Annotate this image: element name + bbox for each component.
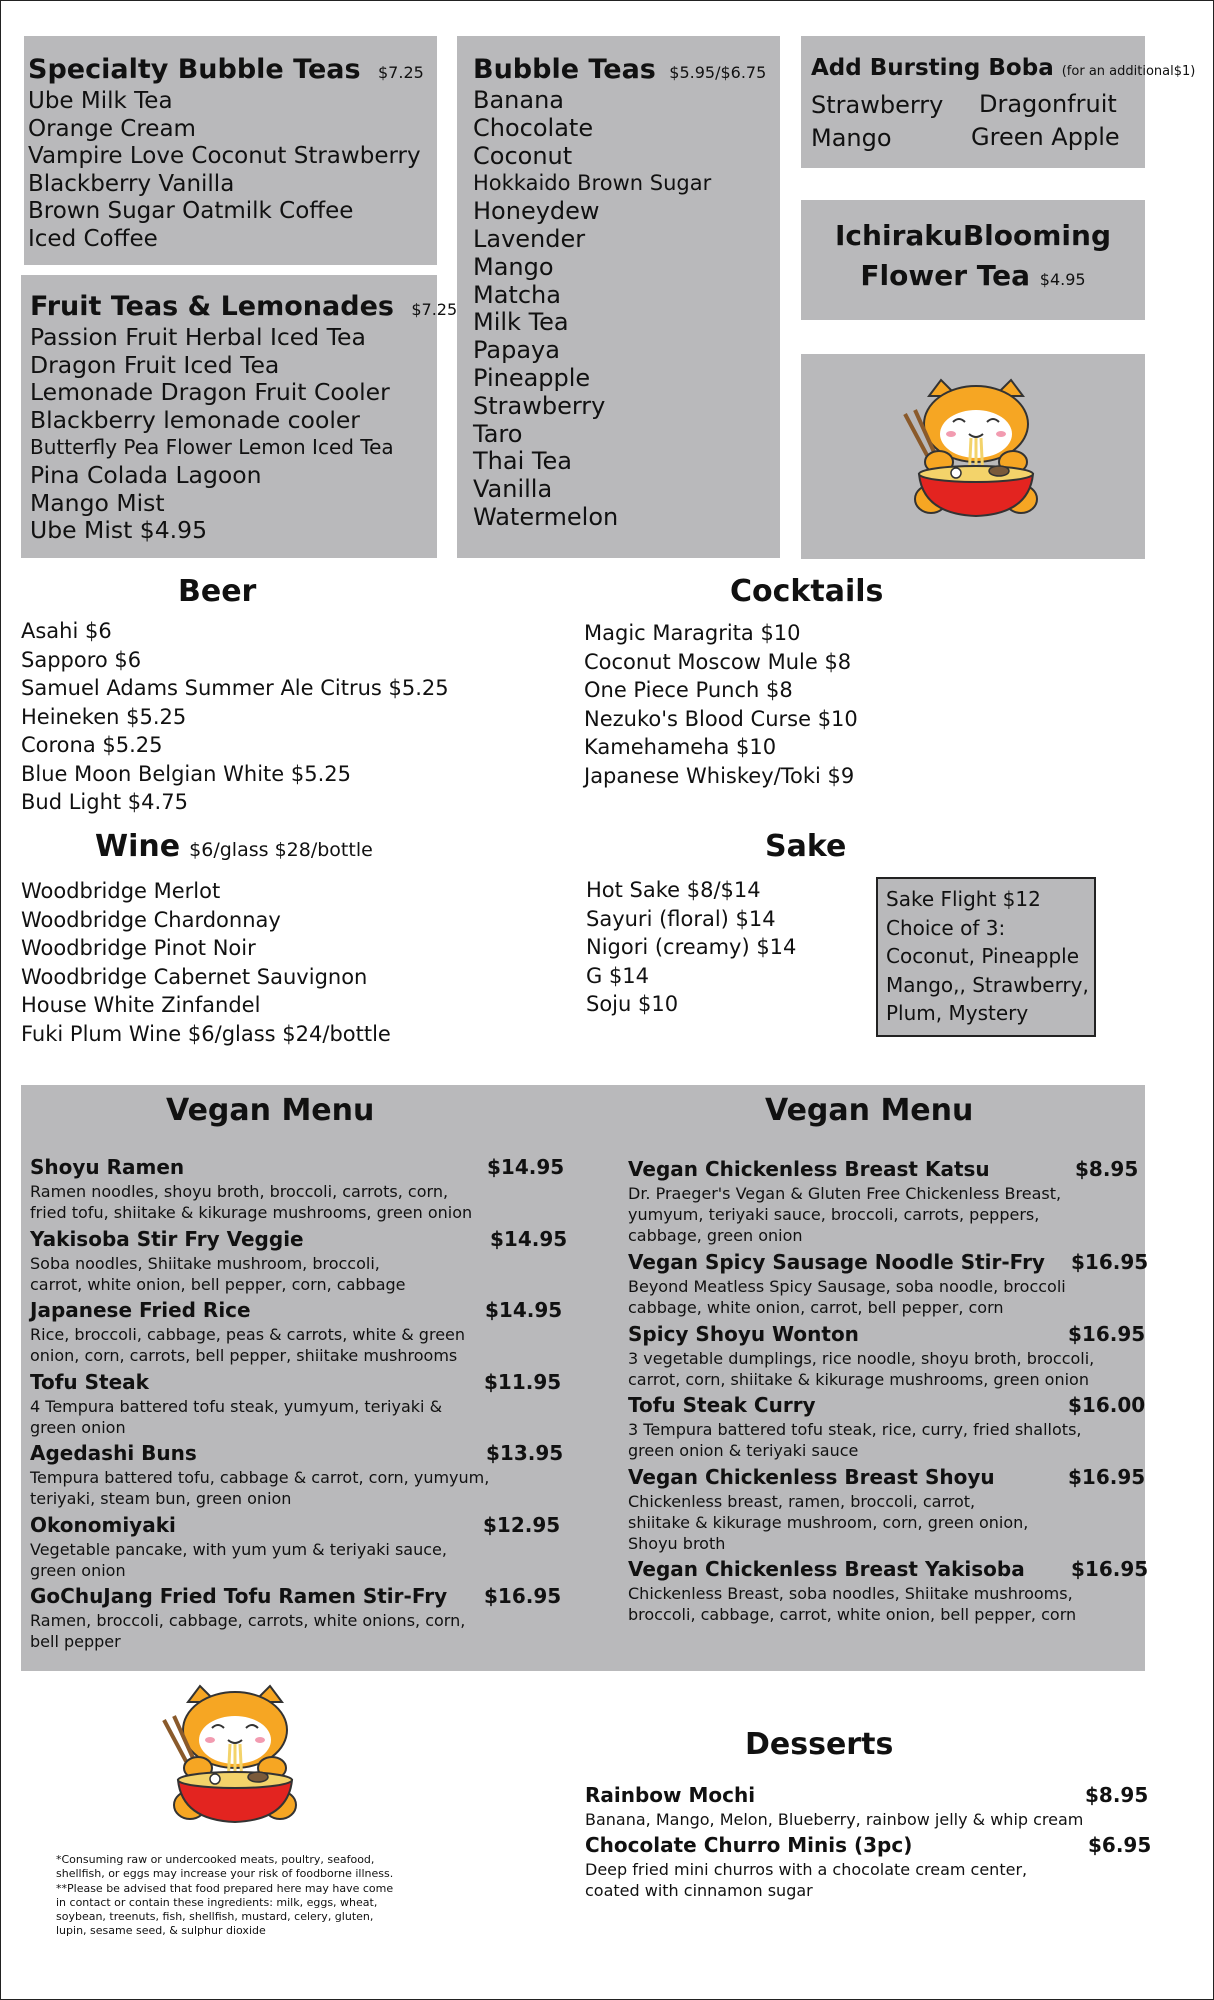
description-line: Chickenless Breast, soba noodles, Shiitake mushrooms, bbox=[628, 1584, 1073, 1603]
cocktail-item: Nezuko's Blood Curse $10 bbox=[584, 706, 858, 731]
vegan-item-price: $16.00 bbox=[1068, 1393, 1146, 1417]
fruit-tea-item: Dragon Fruit Iced Tea bbox=[30, 350, 280, 379]
boba-flavor: Dragonfruit bbox=[979, 90, 1117, 118]
vegan-item-description bbox=[628, 1583, 1076, 1625]
vegan-item-price: $12.95 bbox=[483, 1513, 561, 1537]
description-line: coated with cinnamon sugar bbox=[585, 1881, 813, 1900]
specialty-item: Ube Milk Tea bbox=[28, 88, 173, 114]
vegan-item-name: Shoyu Ramen bbox=[30, 1155, 185, 1179]
dessert-item-name: Rainbow Mochi bbox=[585, 1783, 756, 1807]
description-line: green onion & teriyaki sauce bbox=[628, 1441, 859, 1460]
wine-item: House White Zinfandel bbox=[21, 993, 261, 1017]
beer-list bbox=[21, 617, 449, 817]
vegan-item-name: Japanese Fried Rice bbox=[30, 1298, 251, 1322]
sake-title: Sake bbox=[765, 829, 847, 864]
sake-flight-line: Sake Flight $12 bbox=[886, 887, 1041, 911]
description-line: Ramen noodles, shoyu broth, broccoli, carrots, corn, bbox=[30, 1182, 449, 1201]
sake-flight-line: Coconut, Pineapple bbox=[886, 944, 1080, 968]
wine-item: Woodbridge Cabernet Sauvignon bbox=[21, 964, 368, 989]
blooming-line1: IchirakuBlooming bbox=[835, 219, 1111, 252]
vegan-item-description bbox=[30, 1181, 472, 1223]
bubble-tea-item: Pineapple bbox=[473, 363, 591, 392]
dessert-item-price: $8.95 bbox=[1085, 1783, 1149, 1807]
fruit-teas-panel bbox=[21, 275, 458, 558]
vegan-item-price: $16.95 bbox=[484, 1584, 562, 1608]
dessert-item bbox=[585, 1833, 1152, 1903]
bubble-tea-item: Strawberry bbox=[473, 391, 606, 420]
vegan-item-description bbox=[628, 1348, 1094, 1390]
bubble-tea-item: Coconut bbox=[473, 141, 573, 170]
dessert-item-description bbox=[585, 1859, 1027, 1901]
vegan-item bbox=[628, 1157, 1162, 1248]
bubble-tea-item: Milk Tea bbox=[473, 308, 569, 337]
vegan-item-description bbox=[30, 1396, 442, 1438]
disclaimer-line: lupin, sesame seed, & sulphur dioxide bbox=[56, 1924, 266, 1938]
vegan-item bbox=[30, 1227, 568, 1297]
specialty-item: Vampire Love Coconut Strawberry bbox=[28, 143, 421, 169]
blooming-tea-panel bbox=[801, 200, 1145, 320]
cocktails-list bbox=[584, 619, 858, 790]
vegan-item-price: $13.95 bbox=[486, 1441, 564, 1465]
description-line: Soba noodles, Shiitake mushroom, broccoli, bbox=[30, 1254, 380, 1273]
specialty-item: Blackberry Vanilla bbox=[28, 170, 235, 197]
description-line: Dr. Praeger's Vegan & Gluten Free Chickenless Breast, bbox=[628, 1184, 1062, 1203]
fruit-tea-item: Ube Mist $4.95 bbox=[30, 516, 208, 545]
specialty-item: Brown Sugar Oatmilk Coffee bbox=[28, 198, 354, 224]
beer-item: Blue Moon Belgian White $5.25 bbox=[21, 761, 351, 786]
description-line: Vegetable pancake, with yum yum & teriyaki sauce, bbox=[30, 1540, 447, 1559]
cocktails-title: Cocktails bbox=[730, 574, 884, 609]
fruit-tea-item: Butterfly Pea Flower Lemon Iced Tea bbox=[30, 435, 394, 460]
fruit-teas-title: Fruit Teas & Lemonades bbox=[30, 291, 394, 322]
vegan-item-description bbox=[30, 1324, 465, 1366]
description-line: onion, corn, carrots, bell pepper, shiitake mushrooms bbox=[30, 1346, 458, 1365]
vegan-item-name: GoChuJang Fried Tofu Ramen Stir-Fry bbox=[30, 1584, 448, 1608]
bubble-tea-item: Matcha bbox=[473, 280, 561, 309]
vegan-item bbox=[30, 1155, 565, 1225]
disclaimer-line: soybean, treenuts, fish, shellfish, mustard, celery, gluten, bbox=[56, 1910, 374, 1924]
description-line: Ramen, broccoli, cabbage, carrots, white onions, corn, bbox=[30, 1611, 466, 1630]
vegan-item-name: Tofu Steak bbox=[30, 1370, 149, 1394]
description-line: carrot, white onion, bell pepper, corn, cabbage bbox=[30, 1275, 406, 1294]
vegan-item bbox=[30, 1370, 562, 1440]
sake-item: Soju $10 bbox=[586, 992, 679, 1016]
sake-flight-box bbox=[876, 877, 1096, 1037]
bubble-tea-item: Banana bbox=[473, 86, 565, 114]
vegan-item-name: Vegan Chickenless Breast Shoyu bbox=[628, 1465, 995, 1489]
fruit-tea-item: Blackberry lemonade cooler bbox=[30, 405, 360, 434]
bubble-teas-price: $5.95/$6.75 bbox=[669, 63, 767, 82]
vegan-item bbox=[30, 1584, 562, 1654]
vegan-right-list bbox=[628, 1157, 1162, 1667]
specialty-item: Orange Cream bbox=[28, 115, 196, 142]
description-line: Tempura battered tofu, cabbage & carrot, corn, yumyum, bbox=[30, 1468, 490, 1487]
description-line: green onion bbox=[30, 1561, 126, 1580]
description-line: Deep fried mini churros with a chocolate cream center, bbox=[585, 1860, 1028, 1879]
bubble-tea-item: Honeydew bbox=[473, 197, 600, 226]
vegan-item-price: $16.95 bbox=[1071, 1250, 1149, 1274]
vegan-item-name: Spicy Shoyu Wonton bbox=[628, 1322, 859, 1346]
disclaimer-line: *Consuming raw or undercooked meats, poultry, seafood, bbox=[56, 1853, 375, 1866]
vegan-item-price: $11.95 bbox=[484, 1370, 562, 1394]
description-line: fried tofu, shiitake & kikurage mushrooms, green onion bbox=[30, 1203, 473, 1222]
fruit-teas-price: $7.25 bbox=[411, 300, 458, 319]
vegan-item bbox=[30, 1513, 561, 1583]
description-line: Shoyu broth bbox=[628, 1534, 726, 1553]
vegan-item-name: Vegan Chickenless Breast Katsu bbox=[628, 1157, 990, 1181]
bubble-tea-item: Mango bbox=[473, 252, 554, 281]
vegan-item-description bbox=[628, 1491, 1028, 1554]
description-line: bell pepper bbox=[30, 1632, 121, 1651]
vegan-item-description bbox=[30, 1467, 489, 1509]
vegan-item-name: Agedashi Buns bbox=[30, 1441, 197, 1465]
description-line: shiitake & kikurage mushroom, corn, green onion, bbox=[628, 1513, 1029, 1532]
beer-item: Sapporo $6 bbox=[21, 647, 142, 672]
bubble-teas-list bbox=[473, 87, 780, 532]
fruit-tea-item: Pina Colada Lagoon bbox=[30, 460, 262, 489]
wine-item: Woodbridge Chardonnay bbox=[21, 907, 281, 932]
bursting-boba-note: (for an additional$1) bbox=[1061, 64, 1196, 79]
cocktail-item: Japanese Whiskey/Toki $9 bbox=[584, 763, 855, 788]
fruit-tea-item: Passion Fruit Herbal Iced Tea bbox=[30, 323, 366, 351]
fruit-teas-list bbox=[30, 324, 437, 545]
cocktail-item: One Piece Punch $8 bbox=[584, 678, 793, 702]
wine-price: $6/glass $28/bottle bbox=[189, 839, 373, 861]
bursting-boba-panel bbox=[801, 36, 1196, 168]
bursting-boba-col2 bbox=[971, 88, 1120, 154]
boba-flavor: Mango bbox=[811, 124, 892, 152]
description-line: Rice, broccoli, cabbage, peas & carrots, white & green bbox=[30, 1325, 466, 1344]
description-line: yumyum, teriyaki sauce, broccoli, carrots, peppers, bbox=[628, 1205, 1040, 1224]
vegan-item-description bbox=[628, 1183, 1061, 1246]
bursting-boba-col1 bbox=[811, 89, 943, 155]
specialty-bubble-teas-panel bbox=[24, 36, 437, 265]
desserts-list bbox=[585, 1783, 1152, 1903]
cocktail-item: Kamehameha $10 bbox=[584, 735, 777, 759]
vegan-item-price: $14.95 bbox=[485, 1298, 563, 1322]
wine-item: Fuki Plum Wine $6/glass $24/bottle bbox=[21, 1021, 391, 1046]
bubble-teas-title: Bubble Teas bbox=[473, 54, 656, 85]
vegan-item-description bbox=[30, 1610, 465, 1652]
sake-item: Sayuri (floral) $14 bbox=[586, 906, 776, 931]
description-line: cabbage, white onion, carrot, bell pepper, corn bbox=[628, 1298, 1004, 1317]
description-line: Beyond Meatless Spicy Sausage, soba noodle, broccoli bbox=[628, 1277, 1066, 1296]
desserts-title: Desserts bbox=[745, 1727, 894, 1762]
fruit-tea-item: Lemonade Dragon Fruit Cooler bbox=[30, 378, 390, 407]
vegan-item bbox=[628, 1557, 1162, 1627]
sake-flight-line: Plum, Mystery bbox=[886, 1001, 1029, 1025]
vegan-item-name: Vegan Spicy Sausage Noodle Stir-Fry bbox=[628, 1250, 1045, 1274]
bubble-tea-item: Chocolate bbox=[473, 113, 594, 142]
vegan-item-name: Okonomiyaki bbox=[30, 1513, 176, 1537]
vegan-item-description bbox=[628, 1419, 1081, 1461]
vegan-item-price: $16.95 bbox=[1071, 1557, 1149, 1581]
specialty-price: $7.25 bbox=[378, 63, 424, 82]
bursting-boba-title: Add Bursting Boba bbox=[811, 55, 1054, 81]
bubble-tea-item: Hokkaido Brown Sugar bbox=[473, 171, 712, 196]
description-line: broccoli, cabbage, carrot, white onion, bell pepper, corn bbox=[628, 1605, 1077, 1624]
description-line: teriyaki, steam bun, green onion bbox=[30, 1489, 292, 1508]
cat-eating-ramen-icon bbox=[901, 374, 1051, 534]
bubble-teas-panel bbox=[457, 36, 780, 558]
dessert-item-name: Chocolate Churro Minis (3pc) bbox=[585, 1833, 913, 1857]
vegan-item-price: $8.95 bbox=[1075, 1157, 1139, 1181]
dessert-item bbox=[585, 1783, 1149, 1832]
description-line: Banana, Mango, Melon, Blueberry, rainbow jelly & whip cream bbox=[585, 1810, 1084, 1829]
sake-item: G $14 bbox=[586, 963, 650, 988]
fruit-tea-item: Mango Mist bbox=[30, 488, 165, 517]
vegan-item-description bbox=[30, 1253, 406, 1295]
boba-flavor: Strawberry bbox=[811, 91, 944, 119]
bubble-tea-item: Thai Tea bbox=[473, 447, 572, 476]
description-line: 4 Tempura battered tofu steak, yumyum, teriyaki & bbox=[30, 1397, 443, 1416]
blooming-price: $4.95 bbox=[1039, 270, 1086, 289]
vegan-item bbox=[30, 1441, 564, 1511]
bubble-tea-item: Taro bbox=[473, 419, 523, 448]
description-line: 3 vegetable dumplings, rice noodle, shoyu broth, broccoli, bbox=[628, 1349, 1095, 1368]
vegan-item bbox=[628, 1322, 1162, 1392]
wine-title: Wine bbox=[95, 829, 181, 864]
dessert-item-description bbox=[585, 1809, 1083, 1830]
vegan-item-name: Vegan Chickenless Breast Yakisoba bbox=[628, 1557, 1025, 1581]
vegan-item-name: Yakisoba Stir Fry Veggie bbox=[30, 1227, 304, 1251]
beer-item: Samuel Adams Summer Ale Citrus $5.25 bbox=[21, 676, 449, 700]
vegan-item-price: $14.95 bbox=[487, 1155, 565, 1179]
mascot-panel bbox=[801, 354, 1145, 559]
description-line: Chickenless breast, ramen, broccoli, carrot, bbox=[628, 1492, 976, 1511]
sake-item: Nigori (creamy) $14 bbox=[586, 935, 797, 959]
disclaimer-line: shellfish, or eggs may increase your risk of foodborne illness. bbox=[56, 1867, 394, 1881]
dessert-item-price: $6.95 bbox=[1088, 1833, 1152, 1857]
beer-item: Corona $5.25 bbox=[21, 733, 163, 757]
specialty-item: Iced Coffee bbox=[28, 225, 158, 252]
description-line: 3 Tempura battered tofu steak, rice, curry, fried shallots, bbox=[628, 1420, 1082, 1439]
specialty-title: Specialty Bubble Teas bbox=[28, 54, 361, 85]
specialty-list bbox=[28, 88, 437, 253]
sake-flight-line: Choice of 3: bbox=[886, 915, 1006, 940]
vegan-item bbox=[628, 1393, 1162, 1463]
blooming-line2: Flower Tea bbox=[860, 259, 1031, 292]
description-line: cabbage, green onion bbox=[628, 1226, 803, 1245]
wine-list bbox=[21, 877, 391, 1048]
boba-flavor: Green Apple bbox=[971, 123, 1120, 151]
vegan-left-list bbox=[30, 1155, 568, 1665]
beer-title: Beer bbox=[178, 574, 257, 609]
allergen-disclaimer bbox=[56, 1853, 393, 1939]
bubble-tea-item: Papaya bbox=[473, 336, 560, 365]
bubble-tea-item: Watermelon bbox=[473, 502, 619, 531]
wine-item: Woodbridge Merlot bbox=[21, 879, 221, 903]
wine-item: Woodbridge Pinot Noir bbox=[21, 936, 256, 960]
vegan-item-description bbox=[30, 1539, 447, 1581]
cocktail-item: Coconut Moscow Mule $8 bbox=[584, 649, 852, 674]
vegan-item-price: $16.95 bbox=[1068, 1465, 1146, 1489]
beer-item: Asahi $6 bbox=[21, 619, 112, 643]
sake-list bbox=[586, 876, 796, 1019]
description-line: green onion bbox=[30, 1418, 126, 1437]
vegan-item-price: $14.95 bbox=[490, 1227, 568, 1251]
vegan-right-title: Vegan Menu bbox=[765, 1093, 974, 1128]
disclaimer-line: **Please be advised that food prepared here may have come bbox=[56, 1881, 394, 1895]
vegan-item bbox=[628, 1250, 1162, 1320]
vegan-left-title: Vegan Menu bbox=[166, 1093, 375, 1128]
bubble-tea-item: Lavender bbox=[473, 224, 586, 253]
vegan-item-description bbox=[628, 1276, 1066, 1318]
vegan-item-price: $16.95 bbox=[1068, 1322, 1146, 1346]
cat-eating-ramen-icon bbox=[160, 1680, 310, 1840]
sake-item: Hot Sake $8/$14 bbox=[586, 878, 761, 902]
beer-item: Heineken $5.25 bbox=[21, 704, 187, 729]
vegan-item bbox=[30, 1298, 563, 1368]
vegan-panel bbox=[21, 1085, 1149, 1671]
sake-flight-line: Mango,, Strawberry, bbox=[886, 972, 1089, 997]
cocktail-item: Magic Maragrita $10 bbox=[584, 621, 801, 645]
disclaimer-line: in contact or contain these ingredients: milk, eggs, wheat, bbox=[56, 1895, 378, 1909]
description-line: carrot, corn, shiitake & kikurage mushrooms, green onion bbox=[628, 1370, 1089, 1389]
bubble-tea-item: Vanilla bbox=[473, 475, 553, 504]
vegan-item-name: Tofu Steak Curry bbox=[628, 1393, 816, 1417]
vegan-item bbox=[628, 1465, 1162, 1556]
beer-item: Bud Light $4.75 bbox=[21, 790, 188, 814]
